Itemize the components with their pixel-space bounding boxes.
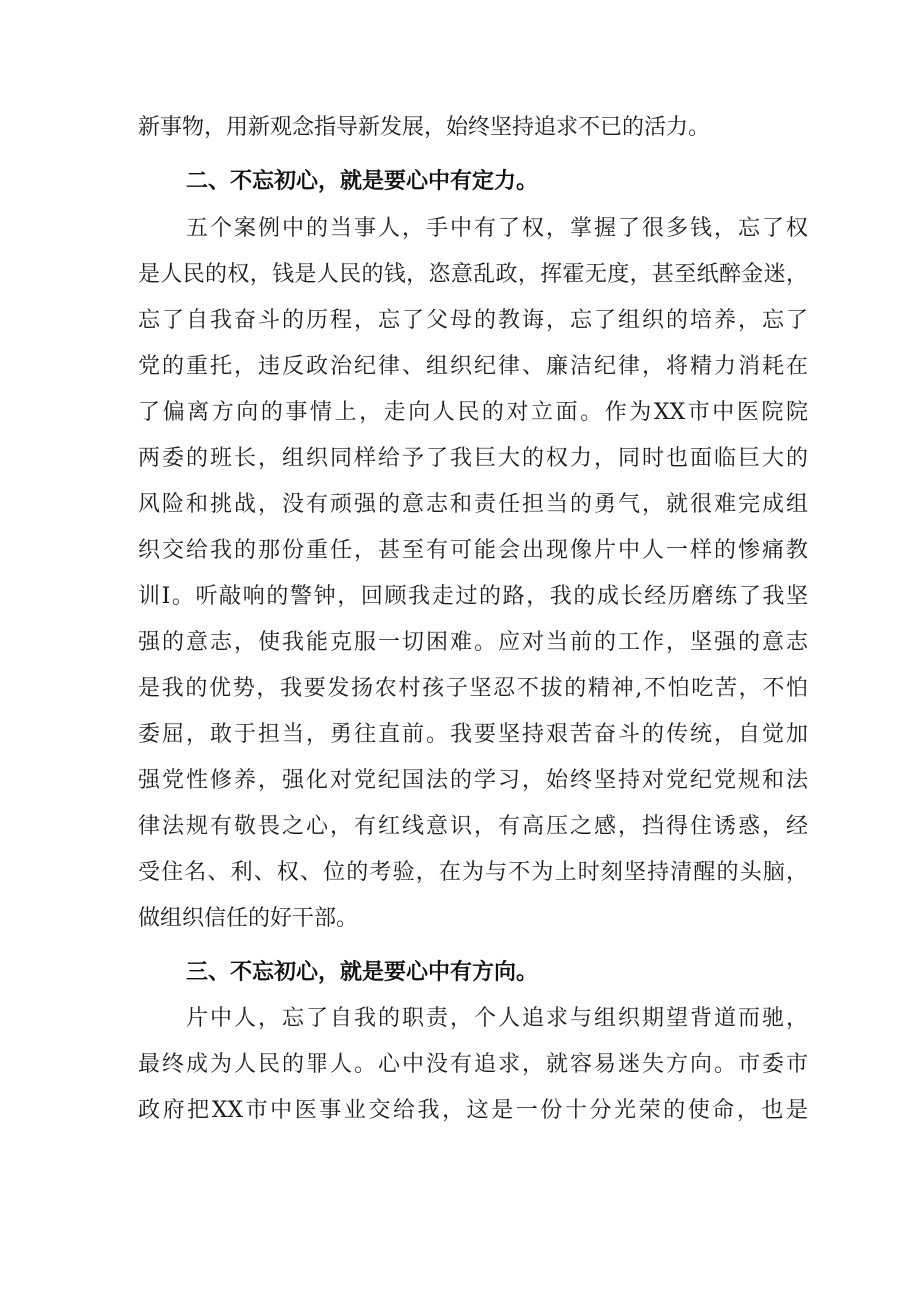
paragraph-line: 做组织信任的好干部。	[138, 906, 359, 931]
paragraph-line: 五个案例中的当事人，手中有了权，掌握了很多钱，忘了权	[186, 216, 808, 241]
paragraph-line: 党的重托，违反政治纪律、组织纪律、廉洁纪律，将精力消耗在	[138, 354, 808, 379]
paragraph-line: 律法规有敬畏之心，有红线意识，有高压之感，挡得住诱惑，经	[138, 814, 808, 839]
paragraph-line: 委屈，敢于担当，勇往直前。我要坚持艰苦奋斗的传统，自觉加	[138, 722, 808, 747]
section-heading-2: 二、不忘初心，就是要心中有定力。	[186, 169, 539, 194]
paragraph-line: 训I。听敲响的警钟，回顾我走过的路，我的成长经历磨练了我坚	[138, 584, 808, 609]
paragraph-line: 两委的班长，组织同样给予了我巨大的权力，同时也面临巨大的	[138, 446, 808, 471]
paragraph-line: 忘了自我奋斗的历程，忘了父母的教诲，忘了组织的培养，忘了	[138, 308, 808, 333]
paragraph-line: 强党性修养，强化对党纪国法的学习，始终坚持对党纪党规和法	[138, 768, 808, 793]
paragraph-line: 最终成为人民的罪人。心中没有追求，就容易迷失方向。市委市	[138, 1052, 808, 1077]
section-heading-3: 三、不忘初心，就是要心中有方向。	[186, 960, 539, 985]
paragraph-line: 了偏离方向的事情上，走向人民的对立面。作为XX市中医院院	[138, 400, 808, 425]
paragraph-line: 新事物，用新观念指导新发展，始终坚持追求不已的活力。	[138, 115, 711, 140]
paragraph-line: 风险和挑战，没有顽强的意志和责任担当的勇气，就很难完成组	[138, 492, 808, 517]
paragraph-line: 受住名、利、权、位的考验，在为与不为上时刻坚持清醒的头脑，	[138, 860, 808, 885]
paragraph-line: 政府把XX市中医事业交给我，这是一份十分光荣的使命，也是	[138, 1098, 808, 1123]
paragraph-line: 强的意志，使我能克服一切困难。应对当前的工作，坚强的意志	[138, 630, 808, 655]
paragraph-line: 片中人，忘了自我的职责，个人追求与组织期望背道而驰，	[186, 1006, 808, 1031]
paragraph-line: 是我的优势，我要发扬农村孩子坚忍不拔的精神,不怕吃苦，不怕	[138, 676, 808, 701]
paragraph-line: 是人民的权，钱是人民的钱，恣意乱政，挥霍无度，甚至纸醉金迷，	[138, 262, 808, 287]
paragraph-line: 织交给我的那份重任，甚至有可能会出现像片中人一样的惨痛教	[138, 538, 808, 563]
